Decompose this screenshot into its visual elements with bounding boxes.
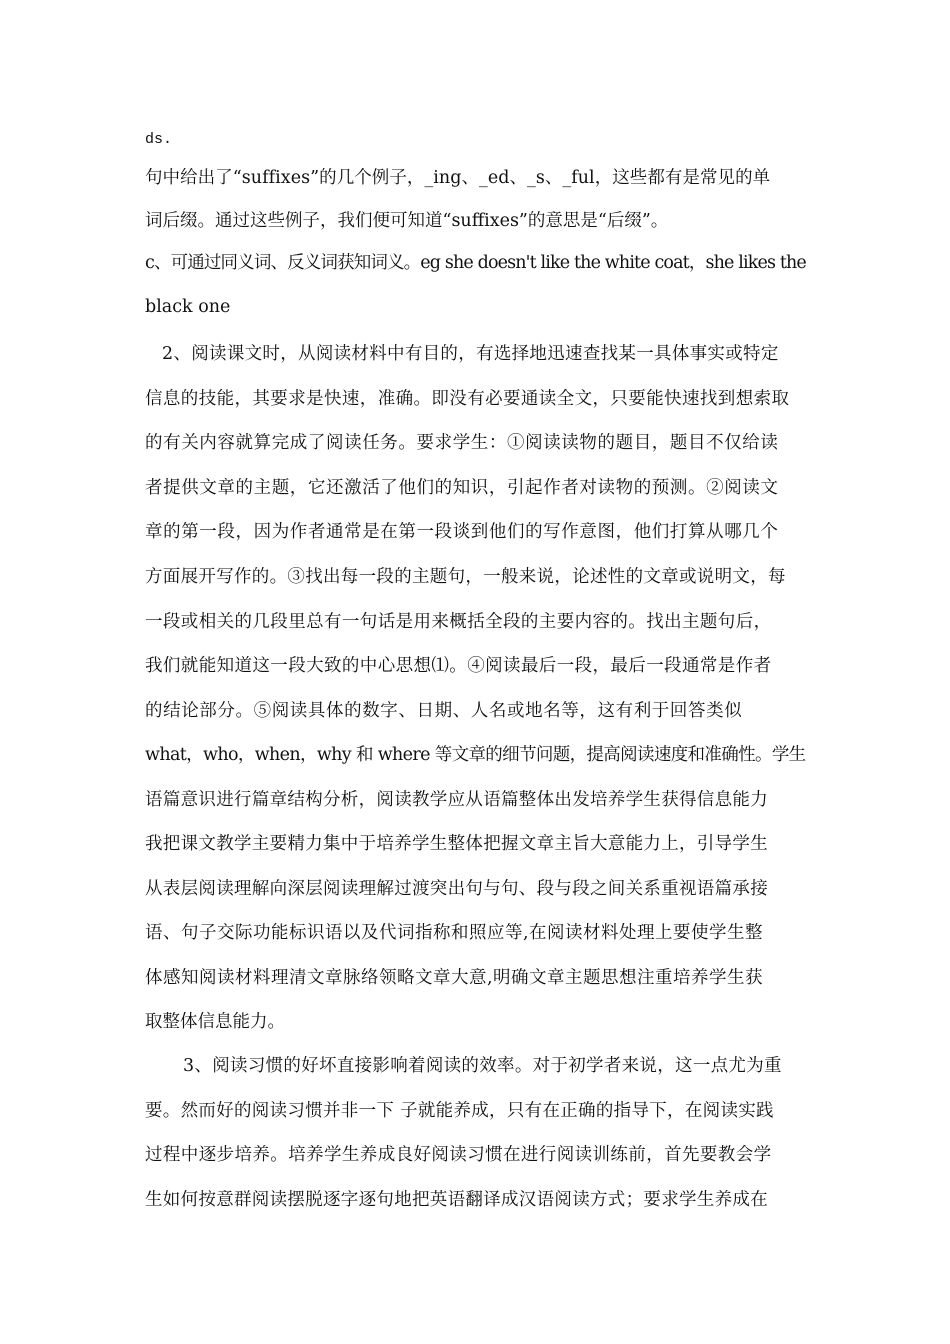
text-line: 句中给出了“suffixes”的几个例子，_ing、_ed、_s、_ful，这些都有是常见的单 [145, 168, 771, 188]
paragraph-2-start: 2、阅读课文时，从阅读材料中有目的，有选择地迅速查找某一具体事实或特定 [162, 344, 779, 364]
text-line: 体感知阅读材料理清文章脉络领略文章大意,明确文章主题思想注重培养学生获 [145, 968, 764, 988]
text-line: what，who，when，why 和 where 等文章的细节问题，提高阅读速度和准确性。学生 [145, 745, 806, 765]
text-line: 者提供文章的主题，它还激活了他们的知识，引起作者对读物的预测。②阅读文 [145, 478, 779, 498]
text-line: 取整体信息能力。 [145, 1012, 285, 1032]
text-line: 过程中逐步培养。培养学生养成良好阅读习惯在进行阅读训练前，首先要教会学 [145, 1145, 772, 1165]
text-line: 我把课文教学主要精力集中于培养学生整体把握文章主旨大意能力上，引导学生 [145, 834, 768, 854]
text-line: 生如何按意群阅读摆脱逐字逐句地把英语翻译成汉语阅读方式；要求学生养成在 [145, 1190, 768, 1210]
text-line: 要。然而好的阅读习惯并非一下 子就能养成，只有在正确的指导下，在阅读实践 [145, 1101, 774, 1121]
paragraph-3-start: 3、阅读习惯的好坏直接影响着阅读的效率。对于初学者来说，这一点尤为重 [183, 1056, 782, 1076]
text-line: 词后缀。通过这些例子，我们便可知道“suffixes”的意思是“后缀”。 [145, 211, 669, 231]
text-line: ds. [145, 131, 173, 148]
text-line: 章的第一段，因为作者通常是在第一段谈到他们的写作意图，他们打算从哪几个 [145, 522, 779, 542]
text-line: 的结论部分。⑤阅读具体的数字、日期、人名或地名等，这有利于回答类似 [145, 701, 743, 721]
text-line: 方面展开写作的。③找出每一段的主题句，一般来说，论述性的文章或说明文，每 [145, 567, 786, 587]
text-line: black one [145, 297, 231, 317]
text-line: c、可通过同义词、反义词获知词义。eg she doesn't like the white coat，she likes the [145, 253, 806, 273]
text-line: 语、句子交际功能标识语以及代词指称和照应等,在阅读材料处理上要使学生整 [145, 923, 764, 943]
text-line: 语篇意识进行篇章结构分析，阅读教学应从语篇整体出发培养学生获得信息能力 [145, 790, 768, 810]
text-line: 的有关内容就算完成了阅读任务。要求学生：①阅读读物的题目，题目不仅给读 [145, 433, 779, 453]
text-line: 我们就能知道这一段大致的中心思想⑴。④阅读最后一段，最后一段通常是作者 [145, 656, 772, 676]
text-line: 一段或相关的几段里总有一句话是用来概括全段的主要内容的。找出主题句后， [145, 612, 772, 632]
text-line: 从表层阅读理解向深层阅读理解过渡突出句与句、段与段之间关系重视语篇承接 [145, 879, 768, 899]
text-line: 信息的技能，其要求是快速，准确。即没有必要通读全文，只要能快速找到想索取 [145, 389, 790, 409]
